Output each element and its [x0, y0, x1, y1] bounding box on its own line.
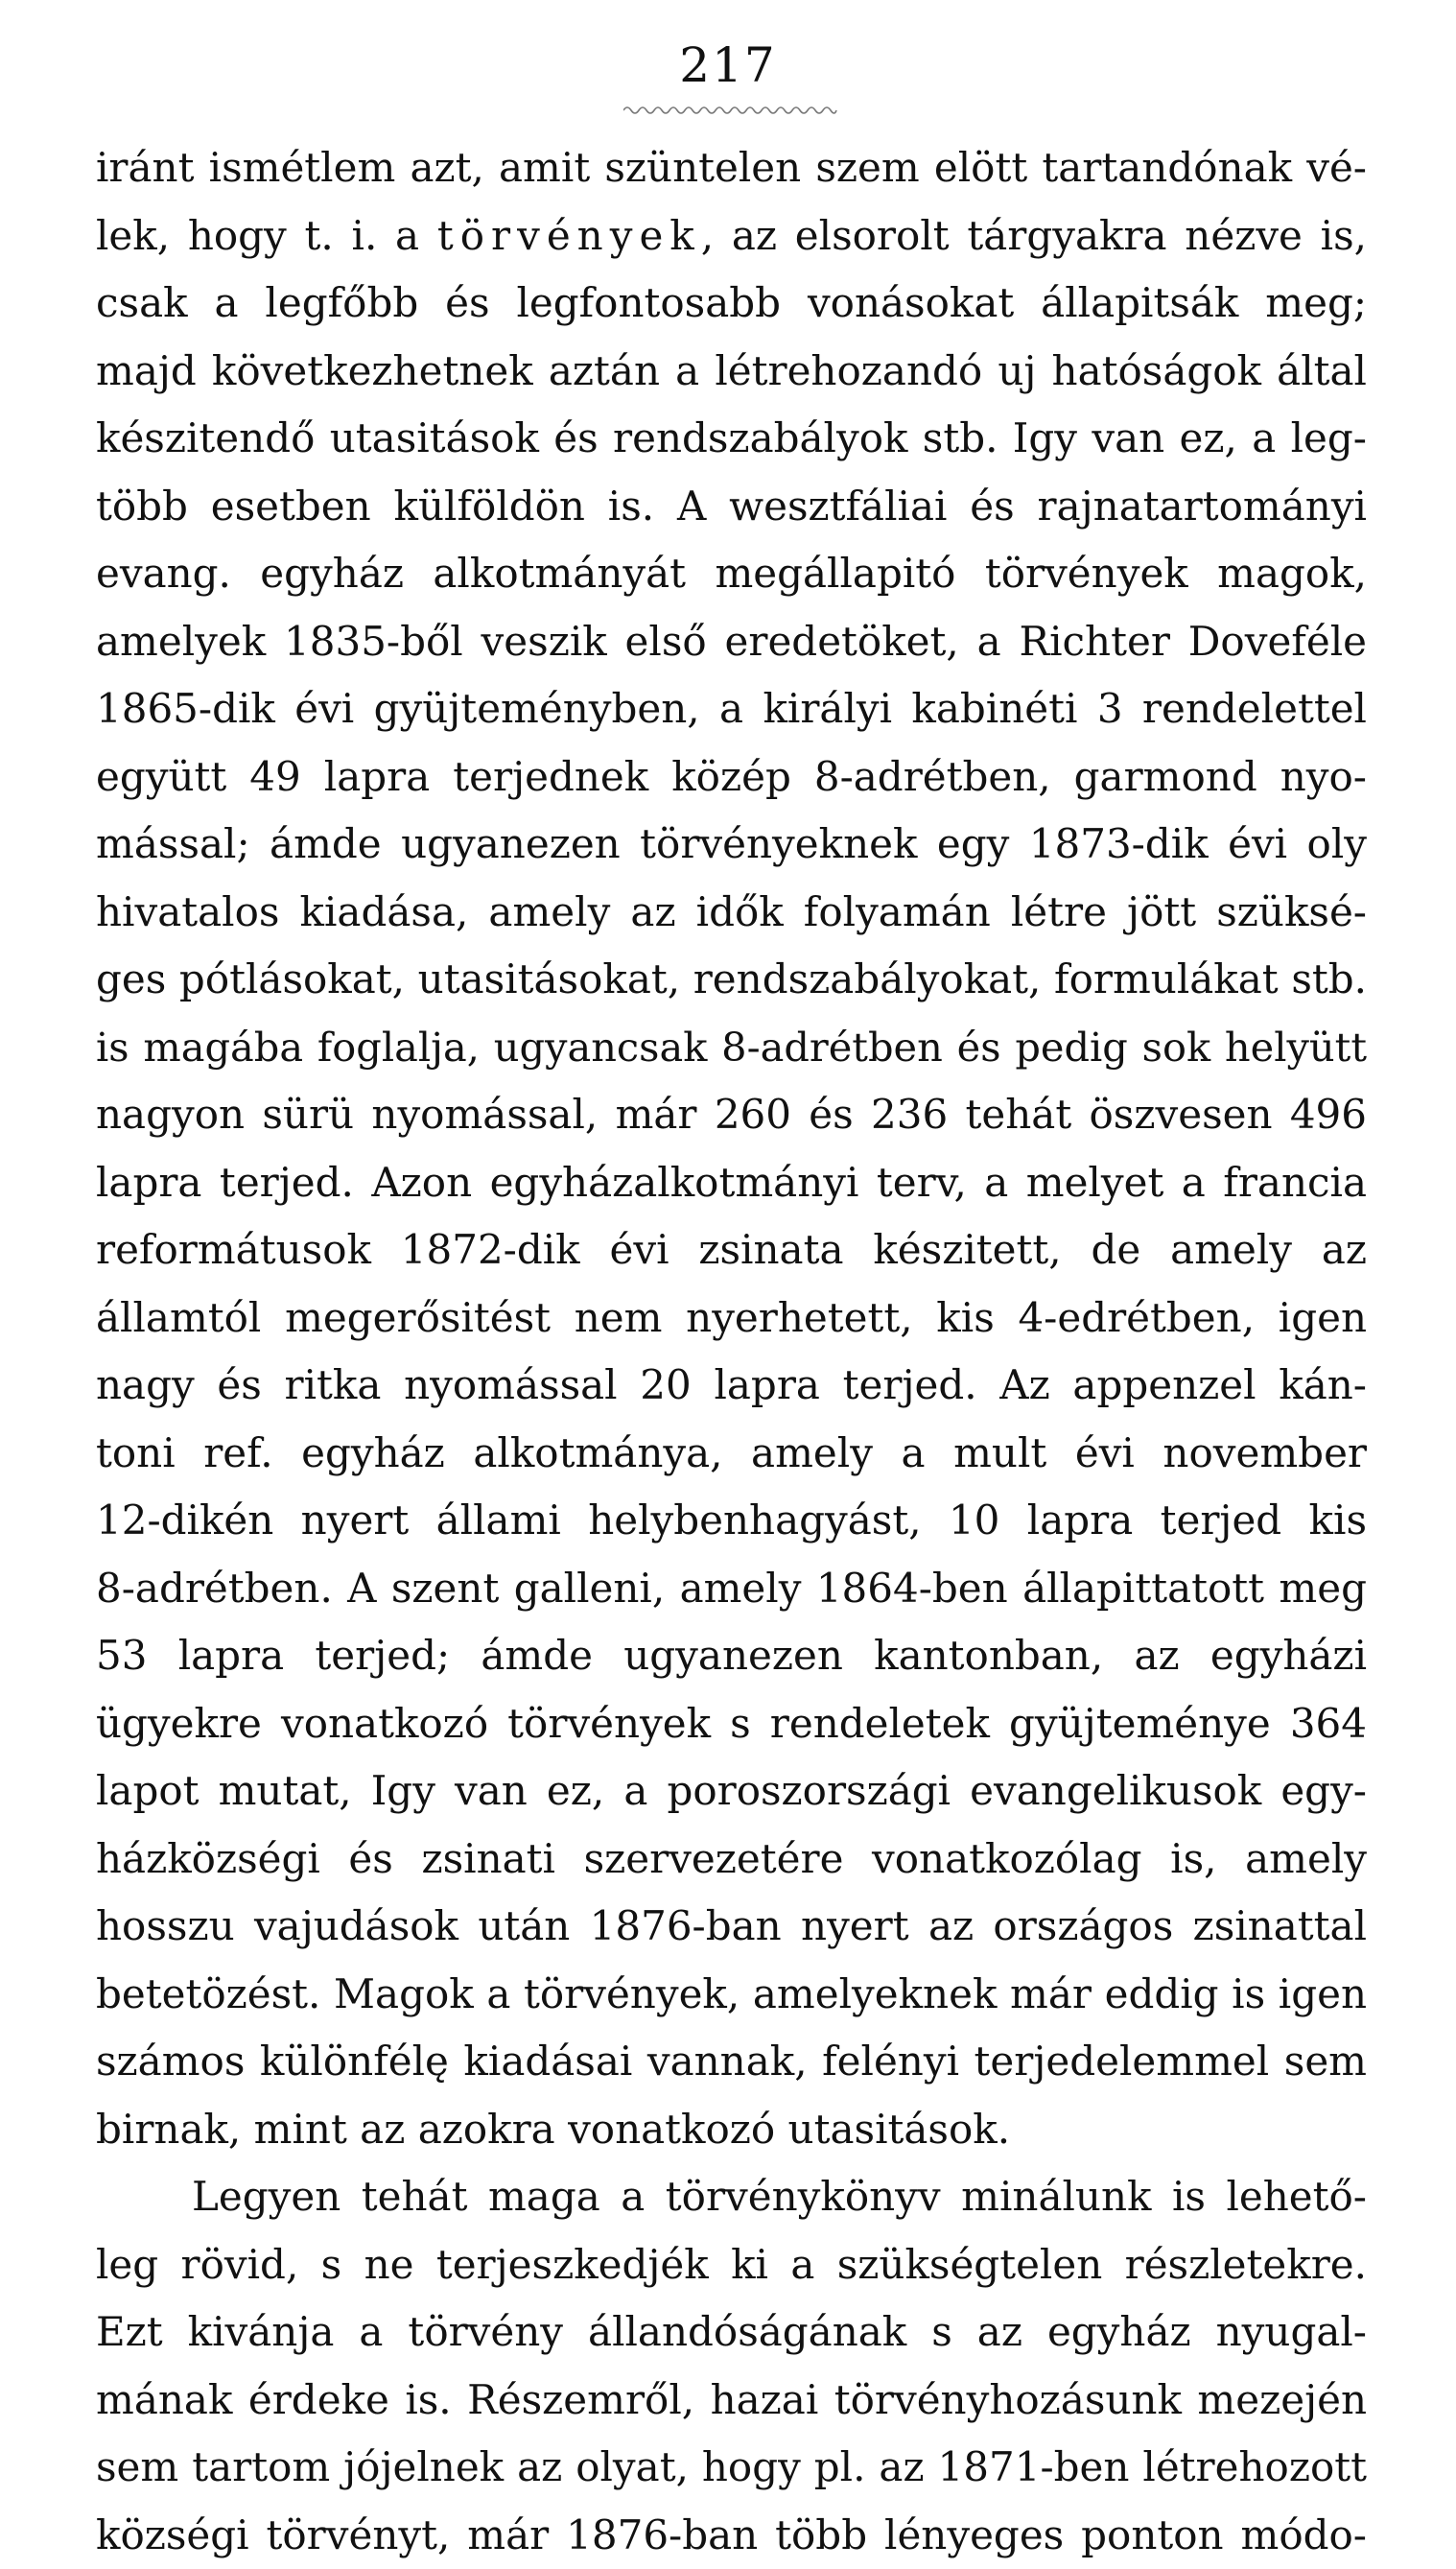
text-line: ges pótlásokat, utasitásokat, rendszabályokat, formulákat stb.	[96, 946, 1367, 1014]
spaced-emphasis-word: törvények	[437, 212, 701, 259]
text-line: házközségi és zsinati szervezetére vonatkozólag is, amely	[96, 1826, 1367, 1894]
text-line: leg rövid, s ne terjeszkedjék ki a szükségtelen részletekre.	[96, 2231, 1367, 2299]
text-line-with-spaced-word	[96, 202, 1367, 271]
text-line: reformátusok 1872-dik évi zsinata készitett, de amely az	[96, 1216, 1367, 1284]
text-line: számos különfélę kiadásai vannak, felényi terjedelemmel sem	[96, 2028, 1367, 2096]
text-line: készitendő utasitások és rendszabályok stb. Igy van ez, a leg-	[96, 405, 1367, 473]
text-line: Ezt kivánja a törvény állandóságának s az egyház nyugal-	[96, 2298, 1367, 2367]
decorative-rule-ornament	[623, 102, 844, 119]
text-line: 53 lapra terjed; ámde ugyanezen kantonban, az egyházi	[96, 1622, 1367, 1690]
text-line: betetözést. Magok a törvények, amelyeknek már eddig is igen	[96, 1961, 1367, 2029]
paragraph-2	[96, 2163, 1367, 2569]
text-line: községi törvényt, már 1876-ban több lényeges ponton módo-	[96, 2502, 1367, 2569]
text-line: iránt ismétlem azt, amit szüntelen szem elött tartandónak vé-	[96, 134, 1367, 202]
text-line: 1865-dik évi gyüjteményben, a királyi kabinéti 3 rendelettel	[96, 675, 1367, 743]
text-line: államtól megerősitést nem nyerhetett, kis 4-edrétben, igen	[96, 1284, 1367, 1353]
text-fragment: lek, hogy t. i. a	[96, 212, 437, 259]
text-line: hosszu vajudások után 1876-ban nyert az országos zsinattal	[96, 1893, 1367, 1961]
text-line: mának érdeke is. Részemről, hazai törvényhozásunk mezején	[96, 2367, 1367, 2435]
text-line: toni ref. egyház alkotmánya, amely a mult évi november	[96, 1420, 1367, 1488]
text-line: nagyon sürü nyomással, már 260 és 236 tehát öszvesen 496	[96, 1081, 1367, 1149]
paragraph-1	[96, 134, 1367, 2163]
text-line-indented: Legyen tehát maga a törvénykönyv minálunk is lehető-	[96, 2163, 1367, 2231]
text-line: is magába foglalja, ugyancsak 8-adrétben és pedig sok helyütt	[96, 1014, 1367, 1082]
text-line: nagy és ritka nyomással 20 lapra terjed. Az appenzel kán-	[96, 1352, 1367, 1420]
text-line: ügyekre vonatkozó törvények s rendeletek gyüjteménye 364	[96, 1690, 1367, 1758]
text-line: 8-adrétben. A szent galleni, amely 1864-ben állapittatott meg	[96, 1555, 1367, 1623]
text-line: amelyek 1835-ből veszik első eredetöket, a Richter Doveféle	[96, 608, 1367, 676]
text-line: evang. egyház alkotmányát megállapitó törvények magok,	[96, 540, 1367, 608]
text-line: több esetben külföldön is. A wesztfáliai és rajnatartományi	[96, 473, 1367, 541]
text-line: lapra terjed. Azon egyházalkotmányi terv, a melyet a francia	[96, 1149, 1367, 1217]
text-line: 12-dikén nyert állami helybenhagyást, 10 lapra terjed kis	[96, 1487, 1367, 1555]
text-line: majd következhetnek aztán a létrehozandó uj hatóságok által	[96, 338, 1367, 406]
text-line: csak a legfőbb és legfontosabb vonásokat állapitsák meg;	[96, 270, 1367, 338]
text-line-last: birnak, mint az azokra vonatkozó utasitások.	[96, 2096, 1367, 2164]
text-line: lapot mutat, Igy van ez, a poroszországi evangelikusok egy-	[96, 1757, 1367, 1826]
text-line: hivatalos kiadása, amely az idők folyamán létre jött szüksé-	[96, 879, 1367, 947]
text-line: együtt 49 lapra terjednek közép 8-adrétben, garmond nyo-	[96, 743, 1367, 812]
text-line: mással; ámde ugyanezen törvényeknek egy 1873-dik évi oly	[96, 811, 1367, 879]
text-line: sem tartom jójelnek az olyat, hogy pl. az 1871-ben létrehozott	[96, 2434, 1367, 2502]
body-text	[96, 134, 1367, 2569]
page-number: 217	[0, 35, 1456, 96]
text-fragment: , az elsorolt tárgyakra nézve is,	[701, 212, 1367, 259]
